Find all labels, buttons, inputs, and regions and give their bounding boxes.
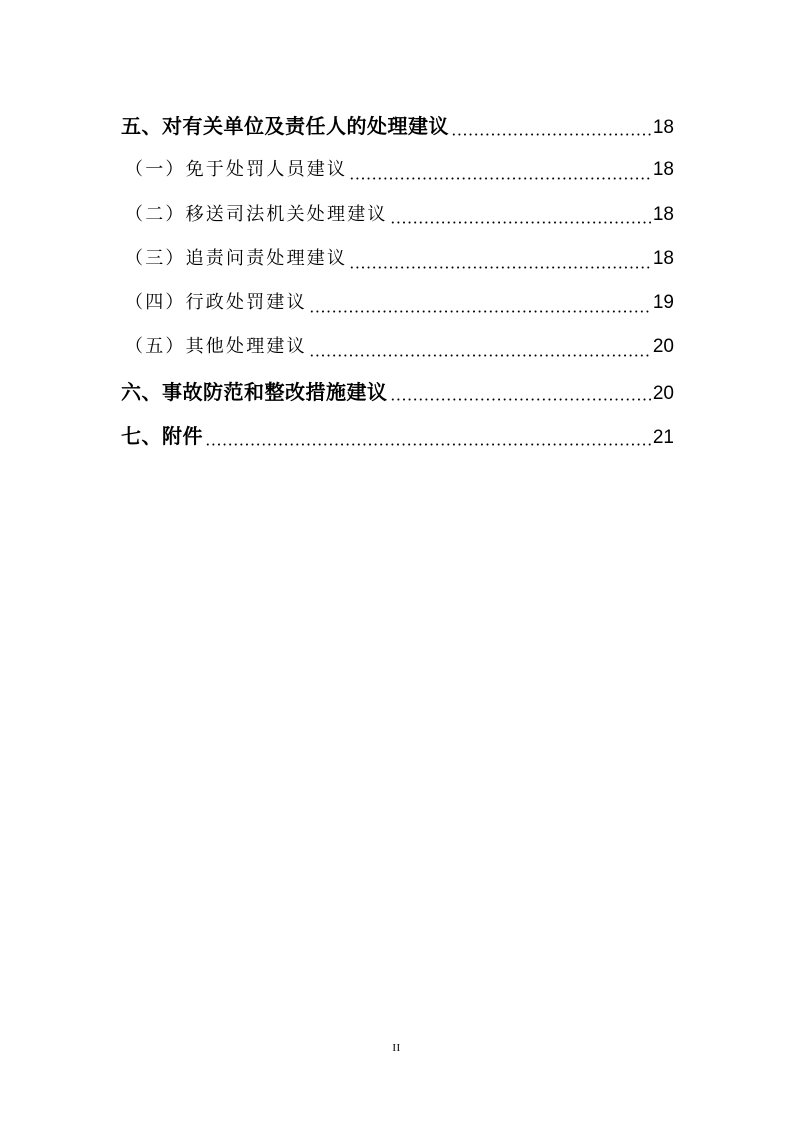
toc-entry-section-6[interactable] xyxy=(121,374,674,418)
toc-entry-section-5-3[interactable] xyxy=(121,241,674,285)
toc-entry-section-5-1[interactable] xyxy=(121,152,674,196)
toc-entry-title: 五、对有关单位及责任人的处理建议 xyxy=(121,114,449,138)
toc-dot-leader xyxy=(309,354,651,357)
toc-dot-leader xyxy=(309,310,651,313)
toc-entry-title: （一）免于处罚人员建议 xyxy=(125,159,348,181)
toc-entry-page: 21 xyxy=(652,427,674,449)
toc-dot-leader xyxy=(349,266,651,269)
toc-entry-section-5[interactable] xyxy=(121,108,674,152)
toc-entry-section-5-2[interactable] xyxy=(121,197,674,241)
toc-entry-title: （三）追责问责处理建议 xyxy=(125,247,348,269)
toc-dot-leader xyxy=(205,443,651,446)
toc-entry-section-7[interactable] xyxy=(121,418,674,462)
toc-entry-title: （五）其他处理建议 xyxy=(125,336,307,358)
page-number-footer: II xyxy=(392,1042,401,1054)
toc-entry-page: 20 xyxy=(652,382,674,404)
toc-entry-page: 20 xyxy=(652,336,674,358)
toc-entry-title: （二）移送司法机关处理建议 xyxy=(125,203,388,225)
toc-dot-leader xyxy=(390,398,651,401)
toc-entry-page: 18 xyxy=(652,159,674,181)
toc-entry-title: （四）行政处罚建议 xyxy=(125,292,307,314)
toc-entry-title: 七、附件 xyxy=(121,424,203,449)
table-of-contents xyxy=(121,108,674,462)
toc-entry-title: 六、事故防范和整改措施建议 xyxy=(121,379,388,404)
toc-dot-leader xyxy=(451,133,651,136)
toc-dot-leader xyxy=(390,221,651,224)
toc-entry-page: 18 xyxy=(652,203,674,225)
toc-entry-page: 19 xyxy=(652,292,674,314)
toc-entry-section-5-4[interactable] xyxy=(121,285,674,329)
toc-dot-leader xyxy=(349,177,651,180)
toc-entry-section-5-5[interactable] xyxy=(121,329,674,373)
toc-entry-page: 18 xyxy=(652,247,674,269)
toc-entry-page: 18 xyxy=(652,117,674,138)
